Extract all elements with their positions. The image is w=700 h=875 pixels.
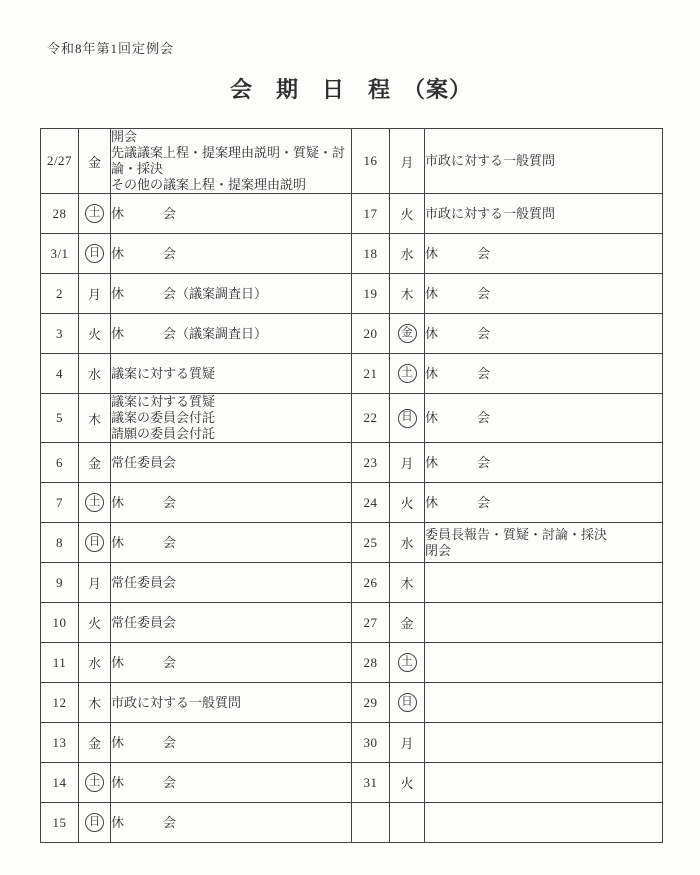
right-content-cell bbox=[425, 394, 663, 443]
left-day-cell bbox=[79, 194, 111, 234]
content-line: 市政に対する一般質問 bbox=[111, 694, 242, 710]
left-content-cell bbox=[111, 523, 352, 563]
right-day-cell: 月 bbox=[390, 443, 425, 483]
content-line: 休 会（議案調査日） bbox=[111, 325, 268, 341]
left-content-cell bbox=[111, 563, 352, 603]
right-day-cell bbox=[390, 643, 425, 683]
left-date-cell: 6 bbox=[41, 443, 79, 483]
left-content-cell bbox=[111, 194, 352, 234]
content-line: 休 会 bbox=[425, 365, 491, 381]
right-content-cell bbox=[425, 483, 663, 523]
left-day-cell: 木 bbox=[79, 394, 111, 443]
content-line: 先議議案上程・提案理由説明・質疑・討論・採決 bbox=[111, 145, 346, 176]
circled-day: 日 bbox=[85, 813, 104, 832]
circled-day: 土 bbox=[398, 364, 417, 383]
right-date-cell: 23 bbox=[352, 443, 390, 483]
right-date-cell: 27 bbox=[352, 603, 390, 643]
content-line: 議案に対する質疑 bbox=[111, 394, 216, 409]
content-line: 市政に対する一般質問 bbox=[425, 205, 556, 221]
schedule-row bbox=[41, 643, 663, 683]
right-date-cell: 17 bbox=[352, 194, 390, 234]
right-date-cell bbox=[352, 803, 390, 843]
left-day-cell bbox=[79, 763, 111, 803]
right-content-cell bbox=[425, 354, 663, 394]
right-date-cell: 21 bbox=[352, 354, 390, 394]
right-day-cell bbox=[390, 314, 425, 354]
left-content-cell bbox=[111, 483, 352, 523]
circled-day: 土 bbox=[398, 653, 417, 672]
schedule-row bbox=[41, 523, 663, 563]
right-day-cell: 水 bbox=[390, 523, 425, 563]
right-content-cell bbox=[425, 603, 663, 643]
right-day-cell bbox=[390, 683, 425, 723]
right-content-cell bbox=[425, 563, 663, 603]
left-date-cell: 5 bbox=[41, 394, 79, 443]
schedule-row bbox=[41, 723, 663, 763]
right-day-cell: 金 bbox=[390, 603, 425, 643]
schedule-row bbox=[41, 563, 663, 603]
left-content-cell bbox=[111, 274, 352, 314]
schedule-row bbox=[41, 803, 663, 843]
left-date-cell: 8 bbox=[41, 523, 79, 563]
session-label: 令和8年第1回定例会 bbox=[47, 41, 175, 56]
schedule-row bbox=[41, 234, 663, 274]
content-line: 請願の委員会付託 bbox=[111, 426, 216, 441]
right-day-cell bbox=[390, 803, 425, 843]
right-content-cell bbox=[425, 803, 663, 843]
content-line: 委員長報告・質疑・討論・採決 bbox=[425, 526, 608, 542]
content-line: 議案の委員会付託 bbox=[111, 410, 216, 425]
left-date-cell: 28 bbox=[41, 194, 79, 234]
content-line: 休 会 bbox=[425, 245, 491, 261]
left-content-cell bbox=[111, 354, 352, 394]
right-day-cell: 水 bbox=[390, 234, 425, 274]
right-content-cell bbox=[425, 643, 663, 683]
content-line: 休 会 bbox=[111, 205, 177, 221]
left-date-cell: 4 bbox=[41, 354, 79, 394]
left-content-cell bbox=[111, 314, 352, 354]
right-date-cell: 25 bbox=[352, 523, 390, 563]
schedule-row bbox=[41, 194, 663, 234]
right-date-cell: 18 bbox=[352, 234, 390, 274]
content-line: 休 会 bbox=[425, 410, 491, 425]
right-date-cell: 24 bbox=[352, 483, 390, 523]
schedule-table-body bbox=[41, 129, 663, 843]
right-day-cell bbox=[390, 354, 425, 394]
left-date-cell: 12 bbox=[41, 683, 79, 723]
circled-day: 日 bbox=[398, 693, 417, 712]
left-content-cell bbox=[111, 683, 352, 723]
content-line: 休 会 bbox=[111, 245, 177, 261]
right-day-cell: 木 bbox=[390, 563, 425, 603]
content-line: 休 会 bbox=[425, 454, 491, 470]
right-content-cell bbox=[425, 194, 663, 234]
right-content-cell bbox=[425, 683, 663, 723]
left-content-cell bbox=[111, 763, 352, 803]
circled-day: 土 bbox=[85, 493, 104, 512]
left-date-cell: 3/1 bbox=[41, 234, 79, 274]
left-date-cell: 3 bbox=[41, 314, 79, 354]
left-date-cell: 14 bbox=[41, 763, 79, 803]
content-line: 休 会 bbox=[111, 534, 177, 550]
right-content-cell bbox=[425, 443, 663, 483]
right-day-cell: 火 bbox=[390, 483, 425, 523]
right-date-cell: 16 bbox=[352, 129, 390, 194]
left-day-cell bbox=[79, 523, 111, 563]
left-day-cell bbox=[79, 234, 111, 274]
content-line: 休 会 bbox=[425, 325, 491, 341]
schedule-row bbox=[41, 683, 663, 723]
right-content-cell bbox=[425, 723, 663, 763]
left-day-cell bbox=[79, 803, 111, 843]
left-day-cell: 金 bbox=[79, 129, 111, 194]
page-title: 会 期 日 程 （案） bbox=[229, 77, 472, 102]
left-date-cell: 11 bbox=[41, 643, 79, 683]
circled-day: 日 bbox=[85, 533, 104, 552]
right-date-cell: 29 bbox=[352, 683, 390, 723]
right-date-cell: 19 bbox=[352, 274, 390, 314]
content-line: 休 会 bbox=[111, 814, 177, 830]
left-day-cell: 金 bbox=[79, 723, 111, 763]
content-line: 常任委員会 bbox=[111, 614, 177, 630]
circled-day: 土 bbox=[85, 204, 104, 223]
right-content-cell bbox=[425, 314, 663, 354]
left-content-cell bbox=[111, 234, 352, 274]
left-content-cell bbox=[111, 643, 352, 683]
right-content-cell bbox=[425, 274, 663, 314]
left-day-cell: 水 bbox=[79, 354, 111, 394]
schedule-row bbox=[41, 354, 663, 394]
left-content-cell bbox=[111, 603, 352, 643]
schedule-row bbox=[41, 603, 663, 643]
left-content-cell bbox=[111, 803, 352, 843]
content-line: 市政に対する一般質問 bbox=[425, 153, 556, 168]
schedule-table bbox=[40, 128, 663, 843]
left-date-cell: 15 bbox=[41, 803, 79, 843]
left-date-cell: 7 bbox=[41, 483, 79, 523]
right-day-cell: 火 bbox=[390, 763, 425, 803]
content-line: 議案に対する質疑 bbox=[111, 365, 216, 381]
content-line: 開会 bbox=[111, 129, 138, 144]
right-day-cell: 月 bbox=[390, 723, 425, 763]
schedule-row bbox=[41, 763, 663, 803]
right-date-cell: 22 bbox=[352, 394, 390, 443]
left-content-cell bbox=[111, 443, 352, 483]
content-line: 休 会 bbox=[111, 654, 177, 670]
content-line: 休 会 bbox=[425, 494, 491, 510]
right-day-cell bbox=[390, 394, 425, 443]
left-day-cell: 火 bbox=[79, 603, 111, 643]
schedule-row bbox=[41, 274, 663, 314]
left-day-cell: 月 bbox=[79, 563, 111, 603]
right-content-cell bbox=[425, 763, 663, 803]
left-day-cell: 木 bbox=[79, 683, 111, 723]
left-date-cell: 2/27 bbox=[41, 129, 79, 194]
content-line: 休 会（議案調査日） bbox=[111, 285, 268, 301]
schedule-row bbox=[41, 394, 663, 443]
circled-day: 金 bbox=[398, 324, 417, 343]
right-content-cell bbox=[425, 234, 663, 274]
right-content-cell bbox=[425, 523, 663, 563]
left-date-cell: 9 bbox=[41, 563, 79, 603]
right-content-cell bbox=[425, 129, 663, 194]
schedule-row bbox=[41, 483, 663, 523]
left-date-cell: 2 bbox=[41, 274, 79, 314]
left-day-cell: 水 bbox=[79, 643, 111, 683]
left-content-cell bbox=[111, 394, 352, 443]
left-date-cell: 10 bbox=[41, 603, 79, 643]
right-day-cell: 火 bbox=[390, 194, 425, 234]
content-line: 休 会 bbox=[111, 734, 177, 750]
content-line: 常任委員会 bbox=[111, 574, 177, 590]
left-day-cell bbox=[79, 483, 111, 523]
circled-day: 日 bbox=[398, 409, 417, 428]
content-line: 常任委員会 bbox=[111, 454, 177, 470]
right-date-cell: 20 bbox=[352, 314, 390, 354]
right-date-cell: 30 bbox=[352, 723, 390, 763]
schedule-row bbox=[41, 314, 663, 354]
content-line: その他の議案上程・提案理由説明 bbox=[111, 177, 307, 192]
schedule-row bbox=[41, 443, 663, 483]
left-day-cell: 月 bbox=[79, 274, 111, 314]
right-date-cell: 26 bbox=[352, 563, 390, 603]
right-day-cell: 木 bbox=[390, 274, 425, 314]
content-line: 休 会 bbox=[111, 494, 177, 510]
left-content-cell bbox=[111, 723, 352, 763]
circled-day: 土 bbox=[85, 773, 104, 792]
content-line: 閉会 bbox=[425, 542, 452, 558]
left-day-cell: 金 bbox=[79, 443, 111, 483]
content-line: 休 会 bbox=[425, 285, 491, 301]
left-day-cell: 火 bbox=[79, 314, 111, 354]
left-date-cell: 13 bbox=[41, 723, 79, 763]
circled-day: 日 bbox=[85, 244, 104, 263]
right-day-cell: 月 bbox=[390, 129, 425, 194]
schedule-row bbox=[41, 129, 663, 194]
right-date-cell: 28 bbox=[352, 643, 390, 683]
left-content-cell bbox=[111, 129, 352, 194]
content-line: 休 会 bbox=[111, 774, 177, 790]
right-date-cell: 31 bbox=[352, 763, 390, 803]
